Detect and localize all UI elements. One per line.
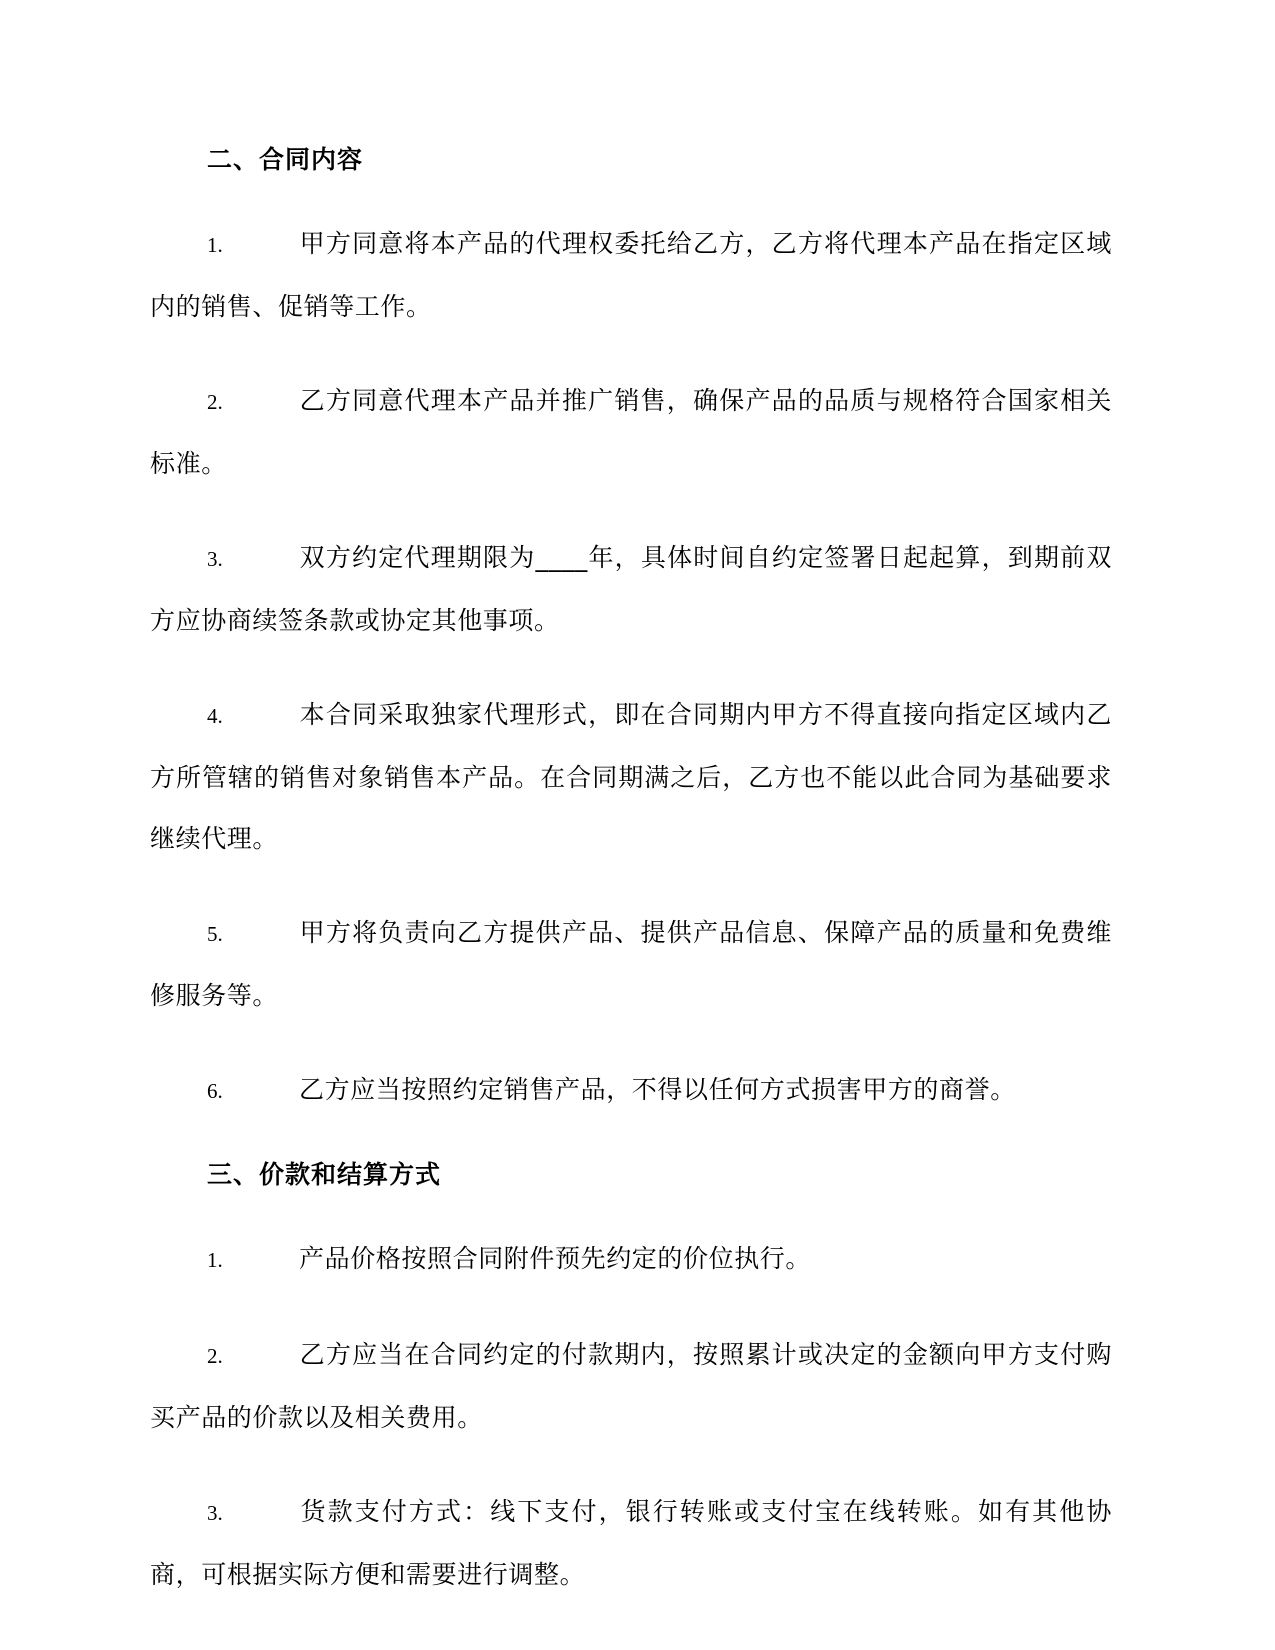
clause-number: 3. [207, 1501, 223, 1525]
clause-2-6 [150, 1059, 1112, 1122]
clause-number: 2. [207, 390, 223, 414]
section-heading-contract-content: 二、合同内容 [207, 145, 364, 174]
clause-text: 货款支付方式：线下支付，银行转账或支付宝在线转账。如有其他协商，可根据实际方便和需要进行调整。 [150, 1497, 1112, 1589]
section-heading-price-settlement: 三、价款和结算方式 [207, 1160, 442, 1189]
clause-number: 3. [207, 547, 223, 571]
clause-2-5 [150, 902, 1112, 1026]
document-body [150, 140, 1112, 1638]
clause-number: 1. [207, 1248, 223, 1272]
clause-text: 乙方应当在合同约定的付款期内，按照累计或决定的金额向甲方支付购买产品的价款以及相关费用。 [150, 1340, 1112, 1432]
clause-2-4 [150, 684, 1112, 869]
clause-text: 乙方应当按照约定销售产品，不得以任何方式损害甲方的商誉。 [299, 1075, 1016, 1104]
clause-2-3 [150, 527, 1112, 651]
clause-text: 双方约定代理期限为____年，具体时间自约定签署日起起算，到期前双方应协商续签条款或协定其他事项。 [150, 543, 1112, 635]
clause-number: 2. [207, 1344, 223, 1368]
clause-text: 产品价格按照合同附件预先约定的价位执行。 [299, 1244, 812, 1273]
clause-2-1 [150, 213, 1112, 337]
clause-3-2 [150, 1324, 1112, 1448]
clause-number: 4. [207, 704, 223, 728]
clause-number: 5. [207, 922, 223, 946]
clause-number: 1. [207, 233, 223, 257]
clause-text: 甲方同意将本产品的代理权委托给乙方，乙方将代理本产品在指定区域内的销售、促销等工作。 [150, 229, 1112, 321]
clause-text: 本合同采取独家代理形式，即在合同期内甲方不得直接向指定区域内乙方所管辖的销售对象销售本产品。在合同期满之后，乙方也不能以此合同为基础要求继续代理。 [150, 700, 1112, 853]
clause-2-2 [150, 370, 1112, 494]
clause-text: 甲方将负责向乙方提供产品、提供产品信息、保障产品的质量和免费维修服务等。 [150, 918, 1112, 1010]
clause-3-1 [150, 1228, 1112, 1291]
clause-number: 6. [207, 1079, 223, 1103]
clause-3-3 [150, 1481, 1112, 1605]
clause-text: 乙方同意代理本产品并推广销售，确保产品的品质与规格符合国家相关标准。 [150, 386, 1112, 478]
